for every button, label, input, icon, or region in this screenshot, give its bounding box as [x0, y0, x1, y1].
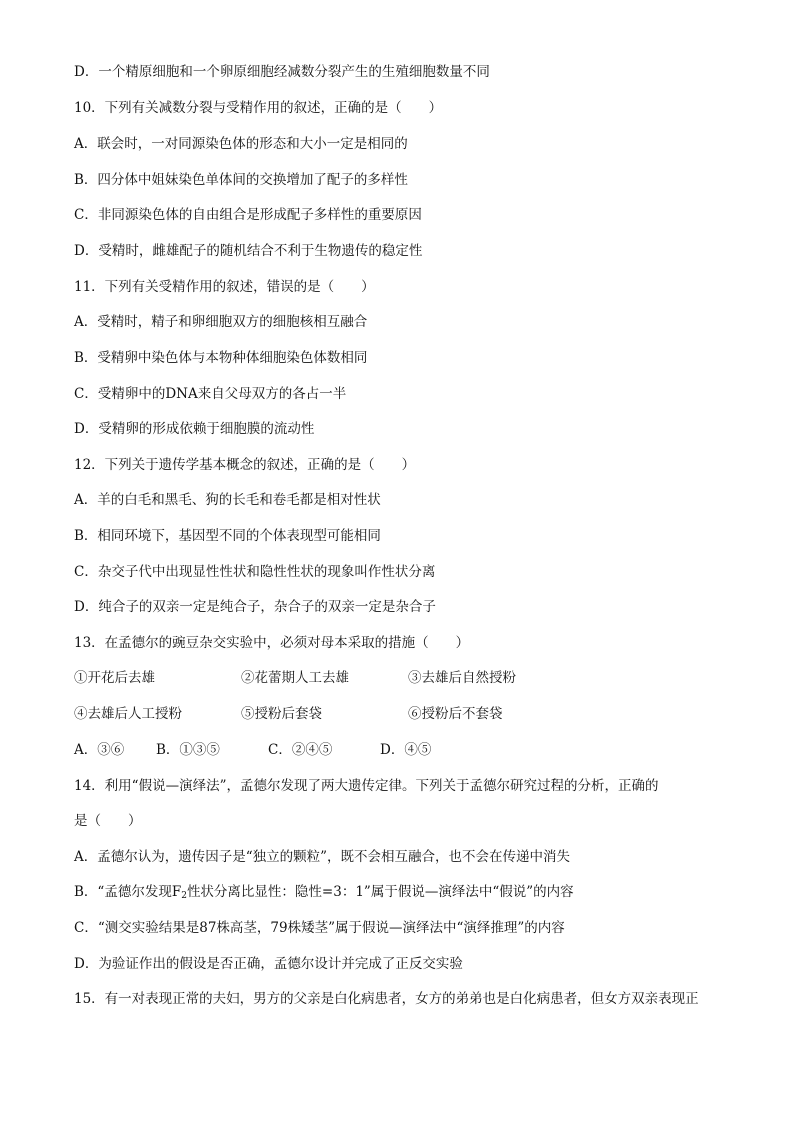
q13-choice-b: B．①③⑤: [156, 742, 220, 758]
q14-option-b: [74, 882, 734, 906]
q11-option-c: C．受精卵中的DNA来自父母双方的各占一半: [74, 386, 347, 402]
q11-option-b: B．受精卵中染色体与本物种体细胞染色体数相同: [74, 350, 368, 366]
q14-option-b-suffix: 性状分离比显性：隐性=3：1”属于假说—演绎法中“假说”的内容: [186, 884, 574, 900]
q10-option-b: B．四分体中姐妹染色单体间的交换增加了配子的多样性: [74, 172, 408, 188]
q13-stem: 13．在孟德尔的豌豆杂交实验中，必须对母本采取的措施（ ）: [74, 635, 470, 651]
q10-stem: 10．下列有关减数分裂与受精作用的叙述，正确的是（ ）: [74, 100, 443, 116]
q13-measure-5: ⑤授粉后套袋: [241, 706, 322, 722]
q12-option-b: B．相同环境下，基因型不同的个体表现型可能相同: [74, 528, 381, 544]
q13-choice-c: C．②④⑤: [268, 742, 333, 758]
q13-measure-2: ②花蕾期人工去雄: [241, 670, 349, 686]
q13-choice-d: D．④⑤: [380, 742, 432, 758]
q14-stem-cont: 是（ ）: [74, 813, 142, 829]
q12-option-d: D．纯合子的双亲一定是纯合子，杂合子的双亲一定是杂合子: [74, 599, 436, 615]
q12-option-c: C．杂交子代中出现显性性状和隐性性状的现象叫作性状分离: [74, 564, 436, 580]
q11-option-d: D．受精卵的形成依赖于细胞膜的流动性: [74, 421, 315, 437]
q14-option-b-subscript: 2: [181, 891, 187, 901]
q14-option-b-prefix: B．“孟德尔发现F: [74, 884, 182, 900]
q14-option-a: A．孟德尔认为，遗传因子是“独立的颗粒”，既不会相互融合，也不会在传递中消失: [74, 849, 571, 865]
q13-measure-4: ④去雄后人工授粉: [74, 706, 182, 722]
q11-stem: 11．下列有关受精作用的叙述，错误的是（ ）: [74, 279, 375, 295]
q11-option-a: A．受精时，精子和卵细胞双方的细胞核相互融合: [74, 314, 368, 330]
q10-option-c: C．非同源染色体的自由组合是形成配子多样性的重要原因: [74, 207, 422, 223]
q13-choices: [74, 740, 674, 760]
q10-option-a: A．联会时，一对同源染色体的形态和大小一定是相同的: [74, 136, 408, 152]
q9-option-d: D．一个精原细胞和一个卵原细胞经减数分裂产生的生殖细胞数量不同: [74, 64, 490, 80]
q13-measures-row-1: [74, 668, 674, 688]
q13-measures-row-2: [74, 704, 674, 724]
q14-option-d: D．为验证作出的假设是否正确，孟德尔设计并完成了正反交实验: [74, 956, 463, 972]
q12-option-a: A．羊的白毛和黑毛、狗的长毛和卷毛都是相对性状: [74, 492, 381, 508]
q13-choice-a: A．③⑥: [74, 742, 125, 758]
q12-stem: 12．下列关于遗传学基本概念的叙述，正确的是（ ）: [74, 457, 416, 473]
q13-measure-1: ①开花后去雄: [74, 670, 155, 686]
q14-option-c: C．“测交实验结果是87株高茎，79株矮茎”属于假说—演绎法中“演绎推理”的内容: [74, 920, 565, 936]
q10-option-d: D．受精时，雌雄配子的随机结合不利于生物遗传的稳定性: [74, 243, 423, 259]
q13-measure-3: ③去雄后自然授粉: [408, 670, 516, 686]
q13-measure-6: ⑥授粉后不套袋: [408, 706, 503, 722]
q14-stem: 14．利用“假说—演绎法”，孟德尔发现了两大遗传定律。下列关于孟德尔研究过程的分析，正确的: [74, 778, 659, 794]
q15-stem: 15．有一对表现正常的夫妇，男方的父亲是白化病患者，女方的弟弟也是白化病患者，但女方双亲表现正: [74, 991, 699, 1007]
